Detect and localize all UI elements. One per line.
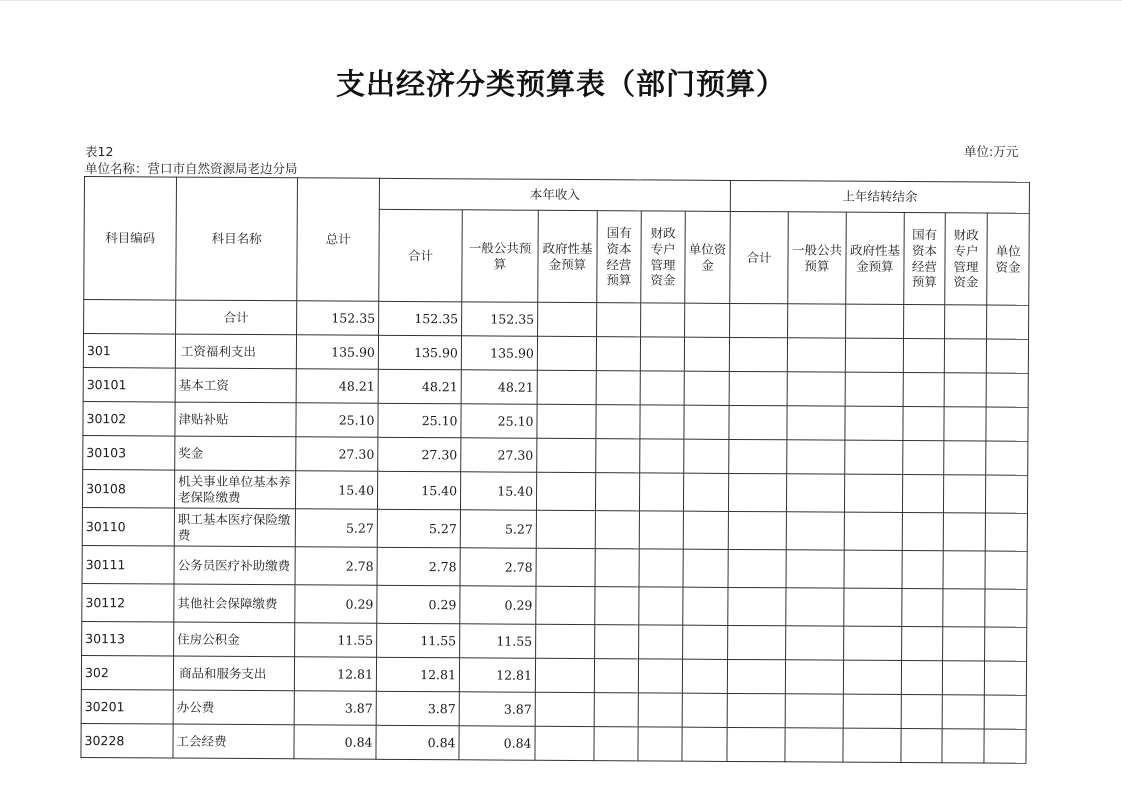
cell-name: 合计 xyxy=(176,300,297,335)
cell-code: 30112 xyxy=(82,583,174,622)
cell-code: 30113 xyxy=(82,621,174,656)
cell-name: 工会经费 xyxy=(173,724,294,759)
cell-empty xyxy=(902,589,943,627)
cell-empty xyxy=(639,587,683,625)
cell-empty xyxy=(536,472,595,510)
cell-empty xyxy=(845,338,903,372)
table-row xyxy=(81,689,1026,729)
table-row xyxy=(81,723,1026,763)
cell-empty xyxy=(845,406,903,440)
cell-empty xyxy=(785,728,843,762)
currency-unit: 单位:万元 xyxy=(964,144,1019,159)
cell-name: 机关事业单位基本养老保险缴费 xyxy=(174,470,295,509)
cell-empty xyxy=(684,337,729,371)
cell-code: 30102 xyxy=(83,401,175,436)
cell-empty xyxy=(902,627,943,661)
header-co-sum: 合计 xyxy=(730,211,789,303)
cell-cy-general: 2.78 xyxy=(460,548,536,586)
header-code: 科目编码 xyxy=(84,177,177,301)
cell-empty xyxy=(787,440,845,474)
cell-total: 11.55 xyxy=(295,623,377,658)
page-title: 支出经济分类预算表（部门预算） xyxy=(335,67,786,101)
cell-empty xyxy=(986,339,1028,373)
table-row xyxy=(82,583,1027,627)
cell-name: 工资福利支出 xyxy=(175,334,296,369)
cell-empty xyxy=(729,405,787,439)
cell-empty xyxy=(786,550,844,588)
header-cy-govfund: 政府性基金预算 xyxy=(538,210,598,302)
cell-empty xyxy=(639,511,683,549)
cell-empty xyxy=(684,405,729,439)
cell-total: 3.87 xyxy=(294,691,376,726)
cell-name: 商品和服务支出 xyxy=(173,656,294,691)
cell-cy-sum: 0.84 xyxy=(376,725,459,760)
cell-empty xyxy=(596,371,640,405)
cell-empty xyxy=(729,371,787,405)
cell-empty xyxy=(943,551,985,589)
cell-empty xyxy=(536,624,595,658)
cell-code: 30228 xyxy=(81,723,173,758)
cell-empty xyxy=(985,589,1027,627)
cell-cy-general: 135.90 xyxy=(461,336,537,370)
cell-empty xyxy=(786,474,844,512)
cell-empty xyxy=(942,661,984,695)
cell-empty xyxy=(596,439,640,473)
table-body xyxy=(81,300,1029,764)
header-name: 科目名称 xyxy=(176,177,298,301)
cell-total: 48.21 xyxy=(296,369,378,404)
cell-empty xyxy=(596,405,640,439)
cell-empty xyxy=(902,475,943,513)
cell-empty xyxy=(684,439,729,473)
cell-empty xyxy=(640,405,684,439)
cell-cy-general: 3.87 xyxy=(459,692,535,726)
cell-empty xyxy=(943,475,985,513)
cell-empty xyxy=(986,441,1028,475)
cell-total: 25.10 xyxy=(296,403,378,438)
cell-empty xyxy=(903,339,944,373)
header-co-govfund: 政府性基金预算 xyxy=(846,212,905,304)
cell-empty xyxy=(985,513,1027,551)
cell-empty xyxy=(944,339,986,373)
cell-empty xyxy=(595,625,639,659)
cell-name: 其他社会保障缴费 xyxy=(174,584,295,623)
cell-empty xyxy=(787,338,845,372)
table-row xyxy=(82,545,1027,589)
cell-empty xyxy=(944,441,986,475)
cell-empty xyxy=(984,661,1026,695)
cell-total: 0.29 xyxy=(295,585,377,624)
cell-empty xyxy=(640,337,684,371)
cell-empty xyxy=(639,549,683,587)
cell-empty xyxy=(594,693,638,727)
cell-total: 27.30 xyxy=(296,437,378,472)
cell-cy-sum: 135.90 xyxy=(378,335,461,370)
header-cy-sum: 合计 xyxy=(379,209,463,302)
header-cy-soe: 国有资本经营预算 xyxy=(597,211,642,303)
cell-empty xyxy=(638,727,682,761)
cell-total: 5.27 xyxy=(295,509,377,548)
cell-empty xyxy=(685,303,730,337)
cell-empty xyxy=(943,513,985,551)
cell-empty xyxy=(730,303,788,337)
cell-code: 30110 xyxy=(82,507,174,546)
header-co-general: 一般公共预算 xyxy=(788,212,847,304)
cell-empty xyxy=(729,439,787,473)
cell-name: 住房公积金 xyxy=(174,622,295,657)
cell-empty xyxy=(537,438,596,472)
header-cy-unit: 单位资金 xyxy=(685,211,731,303)
cell-empty xyxy=(844,588,902,626)
cell-empty xyxy=(536,510,595,548)
cell-empty xyxy=(785,694,843,728)
cell-empty xyxy=(728,587,786,625)
table-row xyxy=(82,507,1027,551)
header-cy-general: 一般公共预算 xyxy=(462,210,539,302)
cell-empty xyxy=(845,440,903,474)
cell-cy-general: 0.29 xyxy=(460,586,536,624)
cell-name: 奖金 xyxy=(175,436,296,471)
cell-empty xyxy=(787,406,845,440)
cell-empty xyxy=(683,549,728,587)
cell-empty xyxy=(787,372,845,406)
cell-empty xyxy=(683,587,728,625)
cell-name: 津贴补贴 xyxy=(175,402,296,437)
cell-empty xyxy=(728,625,786,659)
table-number: 表12 xyxy=(85,144,114,159)
table-row xyxy=(82,621,1027,661)
cell-cy-general: 152.35 xyxy=(462,302,538,336)
cell-empty xyxy=(727,659,785,693)
cell-empty xyxy=(536,586,595,624)
cell-cy-general: 12.81 xyxy=(459,658,535,692)
cell-empty xyxy=(729,337,787,371)
cell-cy-sum: 3.87 xyxy=(376,691,459,726)
cell-total: 152.35 xyxy=(297,301,379,336)
cell-empty xyxy=(786,588,844,626)
cell-empty xyxy=(903,407,944,441)
cell-cy-general: 0.84 xyxy=(459,726,535,760)
header-co-unit: 单位资金 xyxy=(987,213,1030,305)
cell-empty xyxy=(595,511,639,549)
cell-cy-sum: 2.78 xyxy=(377,547,460,586)
cell-empty xyxy=(844,550,902,588)
header-current-year: 本年收入 xyxy=(379,178,730,211)
cell-empty xyxy=(594,659,638,693)
cell-empty xyxy=(638,659,682,693)
cell-code: 30103 xyxy=(83,435,175,470)
cell-empty xyxy=(538,302,597,336)
cell-empty xyxy=(536,548,595,586)
cell-empty xyxy=(901,695,942,729)
cell-empty xyxy=(903,373,944,407)
cell-total: 0.84 xyxy=(294,725,376,760)
cell-name: 办公费 xyxy=(173,690,294,725)
cell-cy-sum: 12.81 xyxy=(376,657,459,692)
cell-cy-general: 27.30 xyxy=(461,438,537,472)
cell-empty xyxy=(639,625,683,659)
cell-cy-general: 15.40 xyxy=(460,472,536,510)
cell-empty xyxy=(987,305,1029,339)
cell-total: 135.90 xyxy=(296,335,378,370)
cell-empty xyxy=(985,475,1027,513)
cell-empty xyxy=(844,626,902,660)
cell-empty xyxy=(535,726,594,760)
cell-total: 12.81 xyxy=(294,657,376,692)
cell-cy-sum: 0.29 xyxy=(377,585,460,624)
table-row xyxy=(81,655,1026,695)
header-total: 总计 xyxy=(297,178,380,301)
cell-empty xyxy=(728,511,786,549)
cell-empty xyxy=(903,441,944,475)
cell-empty xyxy=(537,370,596,404)
table-row xyxy=(83,334,1028,374)
header-cy-special: 财政专户管理资金 xyxy=(641,211,686,303)
cell-empty xyxy=(640,439,684,473)
cell-code: 30201 xyxy=(81,689,173,724)
cell-empty xyxy=(944,373,986,407)
cell-total: 15.40 xyxy=(295,471,377,510)
cell-empty xyxy=(844,474,902,512)
cell-empty xyxy=(942,695,984,729)
cell-empty xyxy=(902,551,943,589)
cell-empty xyxy=(728,473,786,511)
cell-code: 302 xyxy=(81,655,173,690)
cell-empty xyxy=(595,549,639,587)
cell-empty xyxy=(846,304,904,338)
header-co-special: 财政专户管理资金 xyxy=(945,213,988,305)
cell-empty xyxy=(683,511,728,549)
table-row xyxy=(84,300,1029,340)
cell-name: 公务员医疗补助缴费 xyxy=(174,546,295,585)
cell-empty xyxy=(786,512,844,550)
cell-cy-sum: 27.30 xyxy=(378,437,461,472)
cell-empty xyxy=(728,549,786,587)
cell-cy-general: 25.10 xyxy=(461,404,537,438)
cell-empty xyxy=(537,404,596,438)
cell-code xyxy=(84,300,176,335)
cell-empty xyxy=(683,473,728,511)
cell-empty xyxy=(684,371,729,405)
cell-cy-sum: 15.40 xyxy=(377,471,460,510)
cell-empty xyxy=(986,373,1028,407)
cell-empty xyxy=(786,626,844,660)
cell-empty xyxy=(683,625,728,659)
cell-empty xyxy=(682,659,727,693)
cell-empty xyxy=(597,303,641,337)
cell-cy-sum: 5.27 xyxy=(377,509,460,548)
cell-empty xyxy=(843,660,901,694)
cell-name: 基本工资 xyxy=(175,368,296,403)
cell-empty xyxy=(641,303,685,337)
cell-empty xyxy=(843,694,901,728)
cell-empty xyxy=(901,729,942,763)
cell-empty xyxy=(640,371,684,405)
cell-empty xyxy=(943,627,985,661)
cell-empty xyxy=(639,473,683,511)
cell-empty xyxy=(985,627,1027,661)
cell-empty xyxy=(535,692,594,726)
cell-empty xyxy=(682,727,727,761)
cell-code: 30101 xyxy=(83,367,175,402)
cell-empty xyxy=(594,727,638,761)
table-row xyxy=(83,435,1028,475)
header-co-soe: 国有资本经营预算 xyxy=(904,213,946,305)
cell-empty xyxy=(535,658,594,692)
table-row xyxy=(83,367,1028,407)
cell-empty xyxy=(537,336,596,370)
cell-cy-sum: 25.10 xyxy=(378,403,461,438)
cell-cy-general: 48.21 xyxy=(461,370,537,404)
cell-empty xyxy=(727,693,785,727)
cell-empty xyxy=(985,551,1027,589)
cell-empty xyxy=(596,337,640,371)
cell-empty xyxy=(595,473,639,511)
cell-empty xyxy=(845,372,903,406)
cell-empty xyxy=(902,513,943,551)
cell-cy-general: 5.27 xyxy=(460,510,536,548)
cell-cy-sum: 152.35 xyxy=(379,301,462,336)
cell-cy-general: 11.55 xyxy=(460,624,536,658)
cell-empty xyxy=(945,305,987,339)
cell-empty xyxy=(904,305,945,339)
unit-name: 单位名称：营口市自然资源局老边分局 xyxy=(85,161,298,176)
cell-cy-sum: 48.21 xyxy=(378,369,461,404)
cell-empty xyxy=(595,587,639,625)
cell-total: 2.78 xyxy=(295,547,377,586)
cell-empty xyxy=(788,304,846,338)
cell-empty xyxy=(727,727,785,761)
cell-code: 30111 xyxy=(82,545,174,584)
table-row xyxy=(82,469,1027,513)
cell-empty xyxy=(984,729,1026,763)
cell-empty xyxy=(843,728,901,762)
cell-code: 301 xyxy=(83,334,175,369)
table-row xyxy=(83,401,1028,441)
cell-code: 30108 xyxy=(82,469,174,508)
cell-empty xyxy=(682,693,727,727)
cell-empty xyxy=(986,407,1028,441)
header-carryover: 上年结转结余 xyxy=(730,180,1029,213)
cell-empty xyxy=(638,693,682,727)
cell-empty xyxy=(944,407,986,441)
cell-empty xyxy=(942,729,984,763)
cell-empty xyxy=(785,660,843,694)
cell-empty xyxy=(984,695,1026,729)
cell-empty xyxy=(901,661,942,695)
budget-table xyxy=(80,176,1030,764)
cell-empty xyxy=(844,512,902,550)
cell-empty xyxy=(943,589,985,627)
cell-name: 职工基本医疗保险缴费 xyxy=(174,508,295,547)
cell-cy-sum: 11.55 xyxy=(377,623,460,658)
